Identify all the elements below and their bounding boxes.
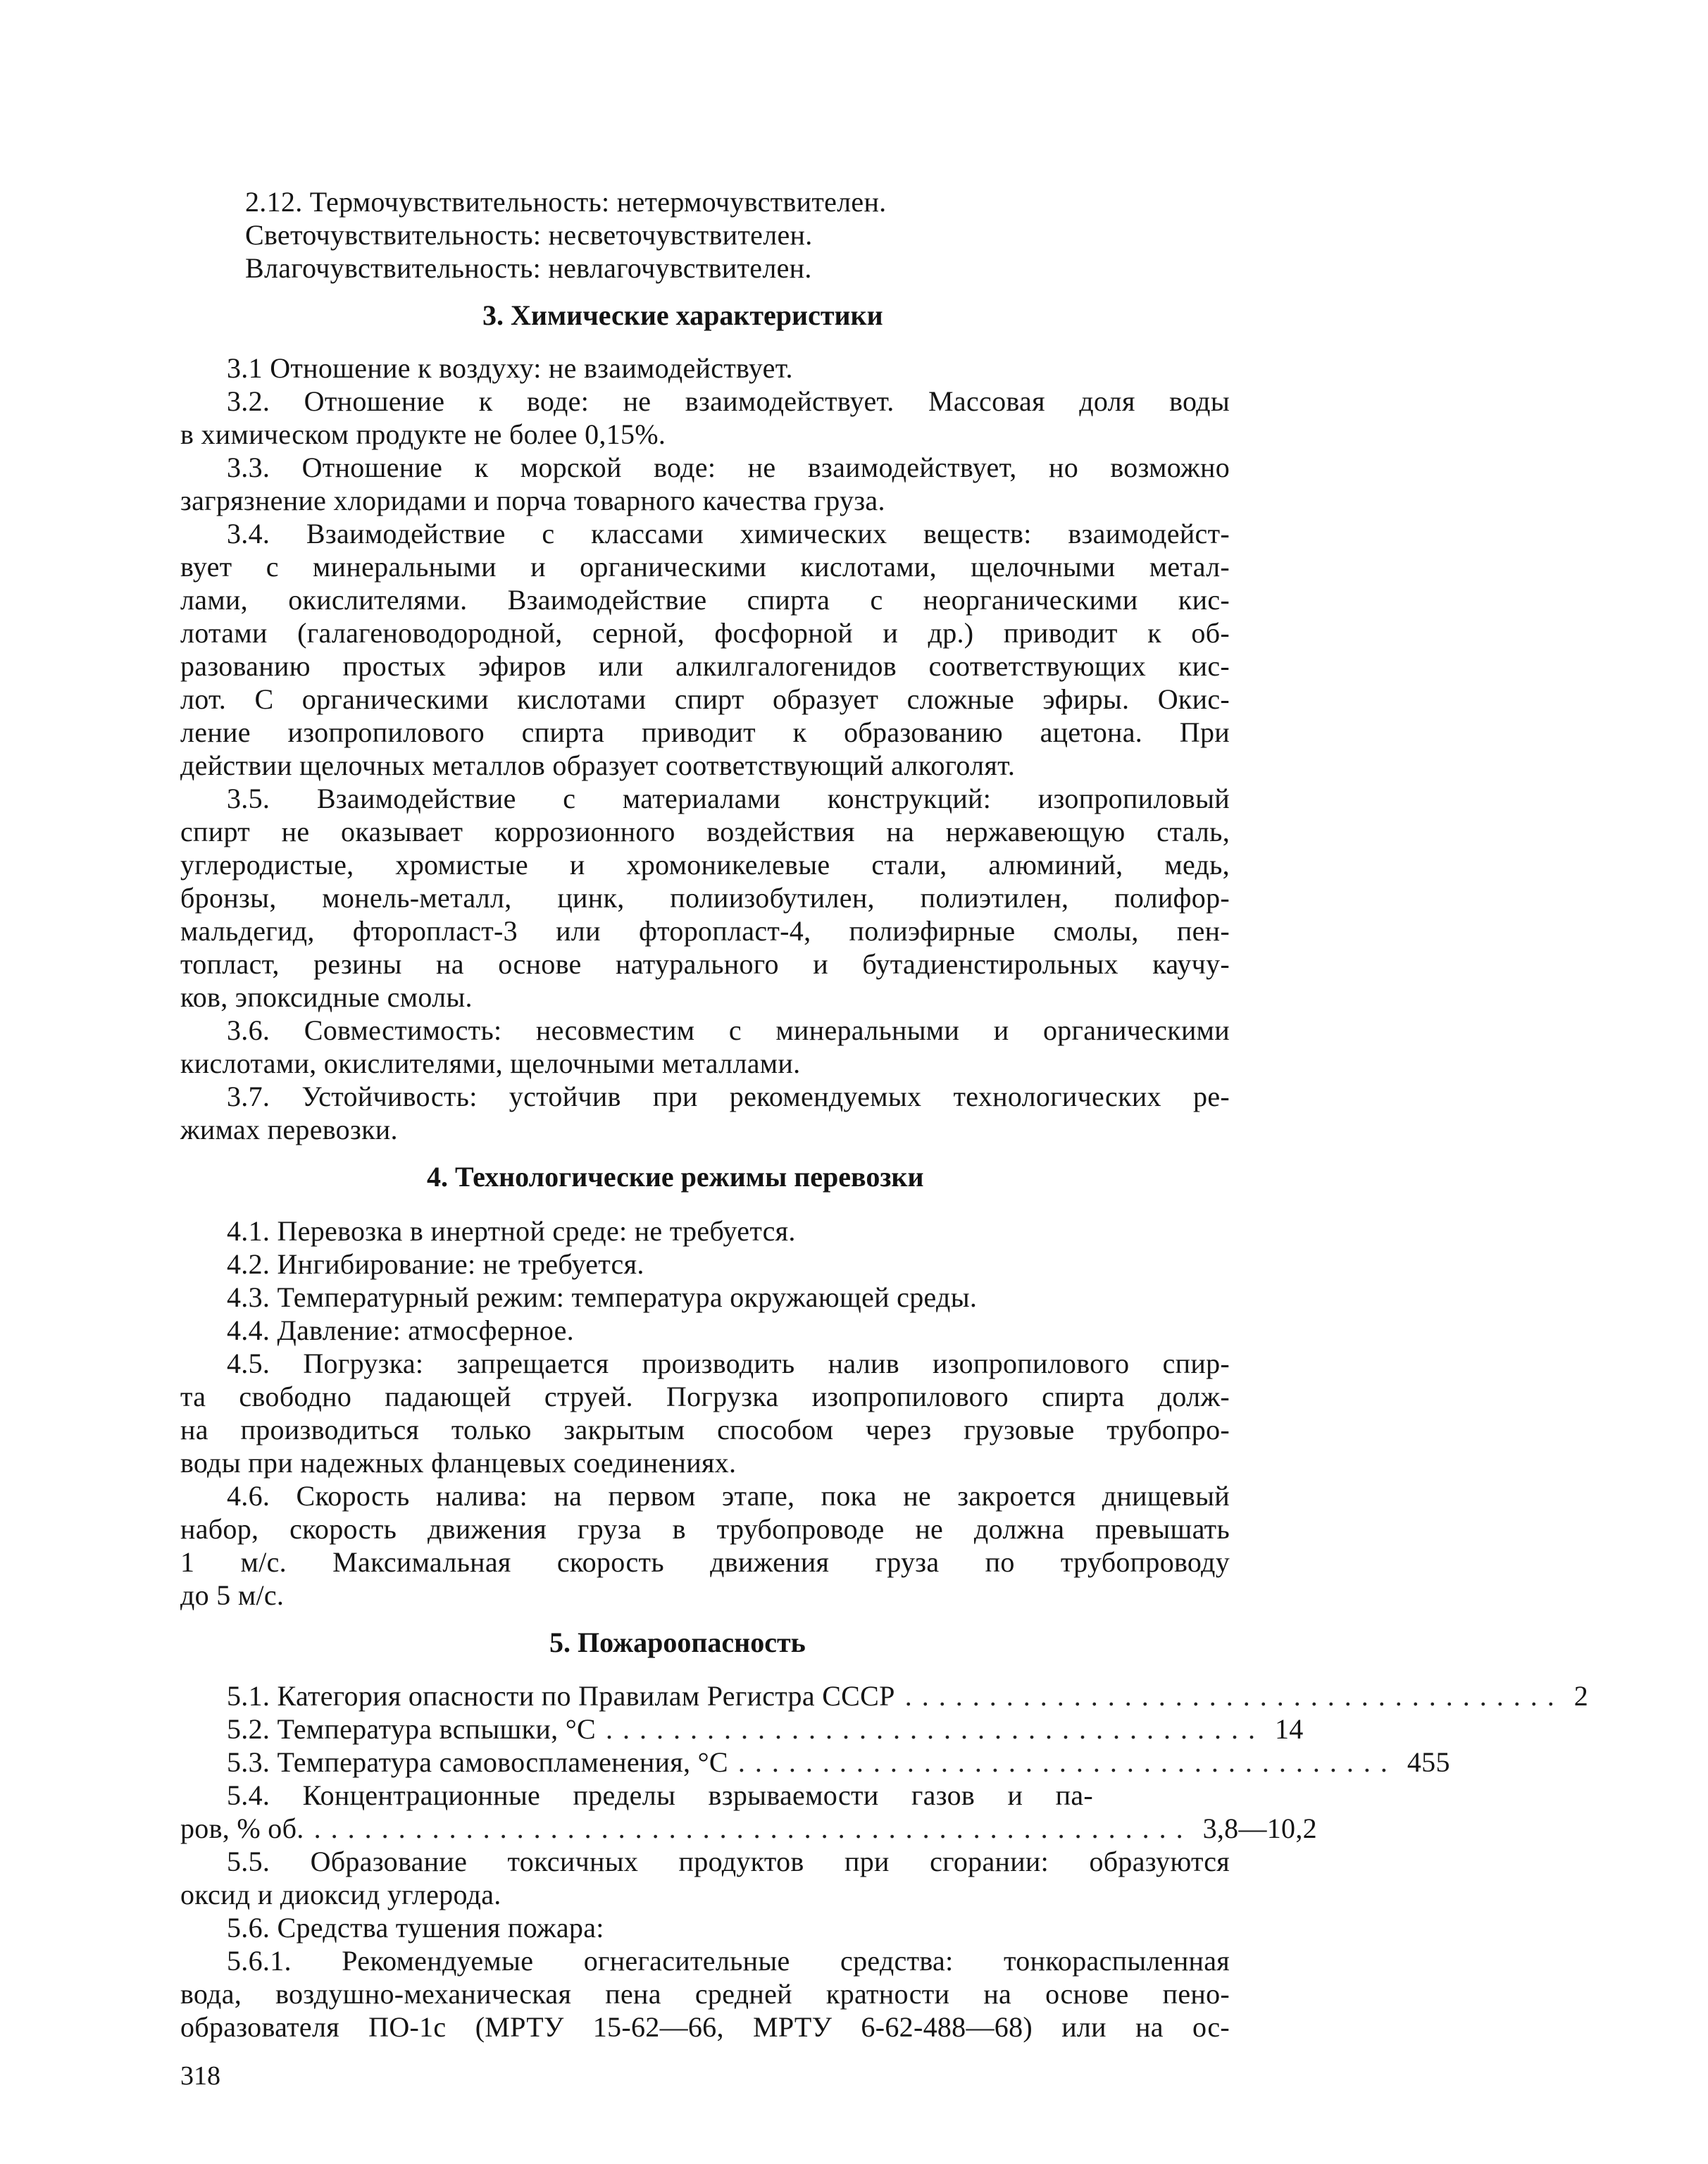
- text-line: 4.6. Скорость налива: на первом этапе, пока не закроется днищевый: [227, 1480, 1230, 1512]
- text-line: 4.1. Перевозка в инертной среде: не требуется.: [227, 1215, 796, 1247]
- text-line: оксид и диоксид углерода.: [180, 1879, 501, 1910]
- text-line: 5.6.1. Рекомендуемые огнегасительные средства: тонкораспыленная: [227, 1945, 1230, 1977]
- text-line: лотами (галагеноводородной, серной, фосфорной и др.) приводит к об-: [180, 617, 1230, 649]
- text-line: 4.3. Температурный режим: температура окружающей среды.: [227, 1281, 978, 1313]
- page-number: 318: [180, 2061, 220, 2091]
- property-value: 2: [1573, 1680, 1589, 1712]
- property-value: 455: [1407, 1746, 1450, 1778]
- text-line: 1 м/с. Максимальная скорость движения груза по трубопроводу: [180, 1546, 1230, 1578]
- text-line: 4.2. Ингибирование: не требуется.: [227, 1248, 644, 1280]
- text-line: до 5 м/с.: [180, 1579, 285, 1611]
- text-line: Влагочувствительность: невлагочувствителен.: [245, 252, 812, 284]
- text-line: 3.3. Отношение к морской воде: не взаимодействует, но возможно: [227, 452, 1230, 483]
- section-heading-5: 5. Пожароопасность: [549, 1627, 806, 1658]
- text-line: жимах перевозки.: [180, 1114, 398, 1145]
- text-line: 3.7. Устойчивость: устойчив при рекомендуемых технологических ре-: [227, 1081, 1230, 1112]
- dot-leader: .......................................: [605, 1713, 1265, 1745]
- text-line: топласт, резины на основе натурального и бутадиенстирольных каучу-: [180, 948, 1230, 980]
- property-row: [180, 1812, 1317, 1845]
- text-line: 4.4. Давление: атмосферное.: [227, 1314, 574, 1346]
- property-row: [227, 1746, 1450, 1779]
- text-line: воды при надежных фланцевых соединениях.: [180, 1447, 737, 1479]
- section-heading-4: 4. Технологические режимы перевозки: [427, 1161, 924, 1193]
- property-label: 5.3. Температура самовоспламенения, °С: [227, 1746, 728, 1778]
- text-line: 3.5. Взаимодействие с материалами конструкций: изопропиловый: [227, 783, 1230, 814]
- text-line: та свободно падающей струей. Погрузка изопропилового спирта долж-: [180, 1381, 1230, 1412]
- text-line: спирт не оказывает коррозионного воздействия на нержавеющую сталь,: [180, 816, 1230, 847]
- text-line: 3.4. Взаимодействие с классами химических веществ: взаимодейст-: [227, 518, 1230, 549]
- text-line: 5.4. Концентрационные пределы взрываемости газов и па-: [227, 1779, 1093, 1811]
- text-line: образователя ПО-1с (МРТУ 15-62—66, МРТУ 6-62-488—68) или на ос-: [180, 2011, 1230, 2043]
- text-line: на производиться только закрытым способом через грузовые трубопро-: [180, 1414, 1230, 1445]
- dot-leader: .......................................: [737, 1746, 1397, 1778]
- dot-leader: ....................................................: [313, 1812, 1193, 1844]
- text-line: 3.1 Отношение к воздуху: не взаимодействует.: [227, 352, 793, 384]
- text-line: углеродистые, хромистые и хромоникелевые стали, алюминий, медь,: [180, 849, 1230, 881]
- text-line: лами, окислителями. Взаимодействие спирта с неорганическими кис-: [180, 584, 1230, 616]
- property-row: [227, 1680, 1589, 1712]
- text-line: 3.2. Отношение к воде: не взаимодействует. Массовая доля воды: [227, 385, 1230, 417]
- text-line: ков, эпоксидные смолы.: [180, 981, 473, 1013]
- text-line: 3.6. Совместимость: несовместим с минеральными и органическими: [227, 1014, 1230, 1046]
- text-line: лот. С органическими кислотами спирт образует сложные эфиры. Окис-: [180, 683, 1230, 715]
- section-heading-3: 3. Химические характеристики: [482, 299, 883, 331]
- property-label: 5.2. Температура вспышки, °С: [227, 1713, 596, 1745]
- text-line: кислотами, окислителями, щелочными металлами.: [180, 1047, 801, 1079]
- property-value: 14: [1274, 1713, 1304, 1745]
- text-line: 5.5. Образование токсичных продуктов при сгорании: образуются: [227, 1846, 1230, 1877]
- property-value: 3,8—10,2: [1202, 1812, 1317, 1844]
- text-line: 5.6. Средства тушения пожара:: [227, 1912, 604, 1944]
- property-row: [227, 1713, 1304, 1746]
- text-line: в химическом продукте не более 0,15%.: [180, 418, 666, 450]
- property-label: 5.1. Категория опасности по Правилам Регистра СССР: [227, 1680, 895, 1712]
- text-line: разованию простых эфиров или алкилгалогенидов соответствующих кис-: [180, 650, 1230, 682]
- text-line: ление изопропилового спирта приводит к образованию ацетона. При: [180, 716, 1230, 748]
- text-line: вует с минеральными и органическими кислотами, щелочными метал-: [180, 551, 1230, 583]
- text-line: загрязнение хлоридами и порча товарного качества груза.: [180, 485, 885, 516]
- text-line: действии щелочных металлов образует соответствующий алкоголят.: [180, 750, 1016, 781]
- text-line: Светочувствительность: несветочувствителен.: [245, 219, 813, 251]
- dot-leader: .......................................: [904, 1680, 1564, 1712]
- text-line: мальдегид, фторопласт-3 или фторопласт-4, полиэфирные смолы, пен-: [180, 915, 1230, 947]
- text-line: бронзы, монель-металл, цинк, полиизобутилен, полиэтилен, полифор-: [180, 882, 1230, 914]
- property-label: ров, % об.: [180, 1812, 304, 1844]
- text-line: 2.12. Термочувствительность: нетермочувствителен.: [245, 186, 887, 218]
- text-line: вода, воздушно-механическая пена средней кратности на основе пено-: [180, 1978, 1230, 2010]
- text-line: набор, скорость движения груза в трубопроводе не должна превышать: [180, 1513, 1230, 1545]
- text-line: 4.5. Погрузка: запрещается производить налив изопропилового спир-: [227, 1348, 1230, 1379]
